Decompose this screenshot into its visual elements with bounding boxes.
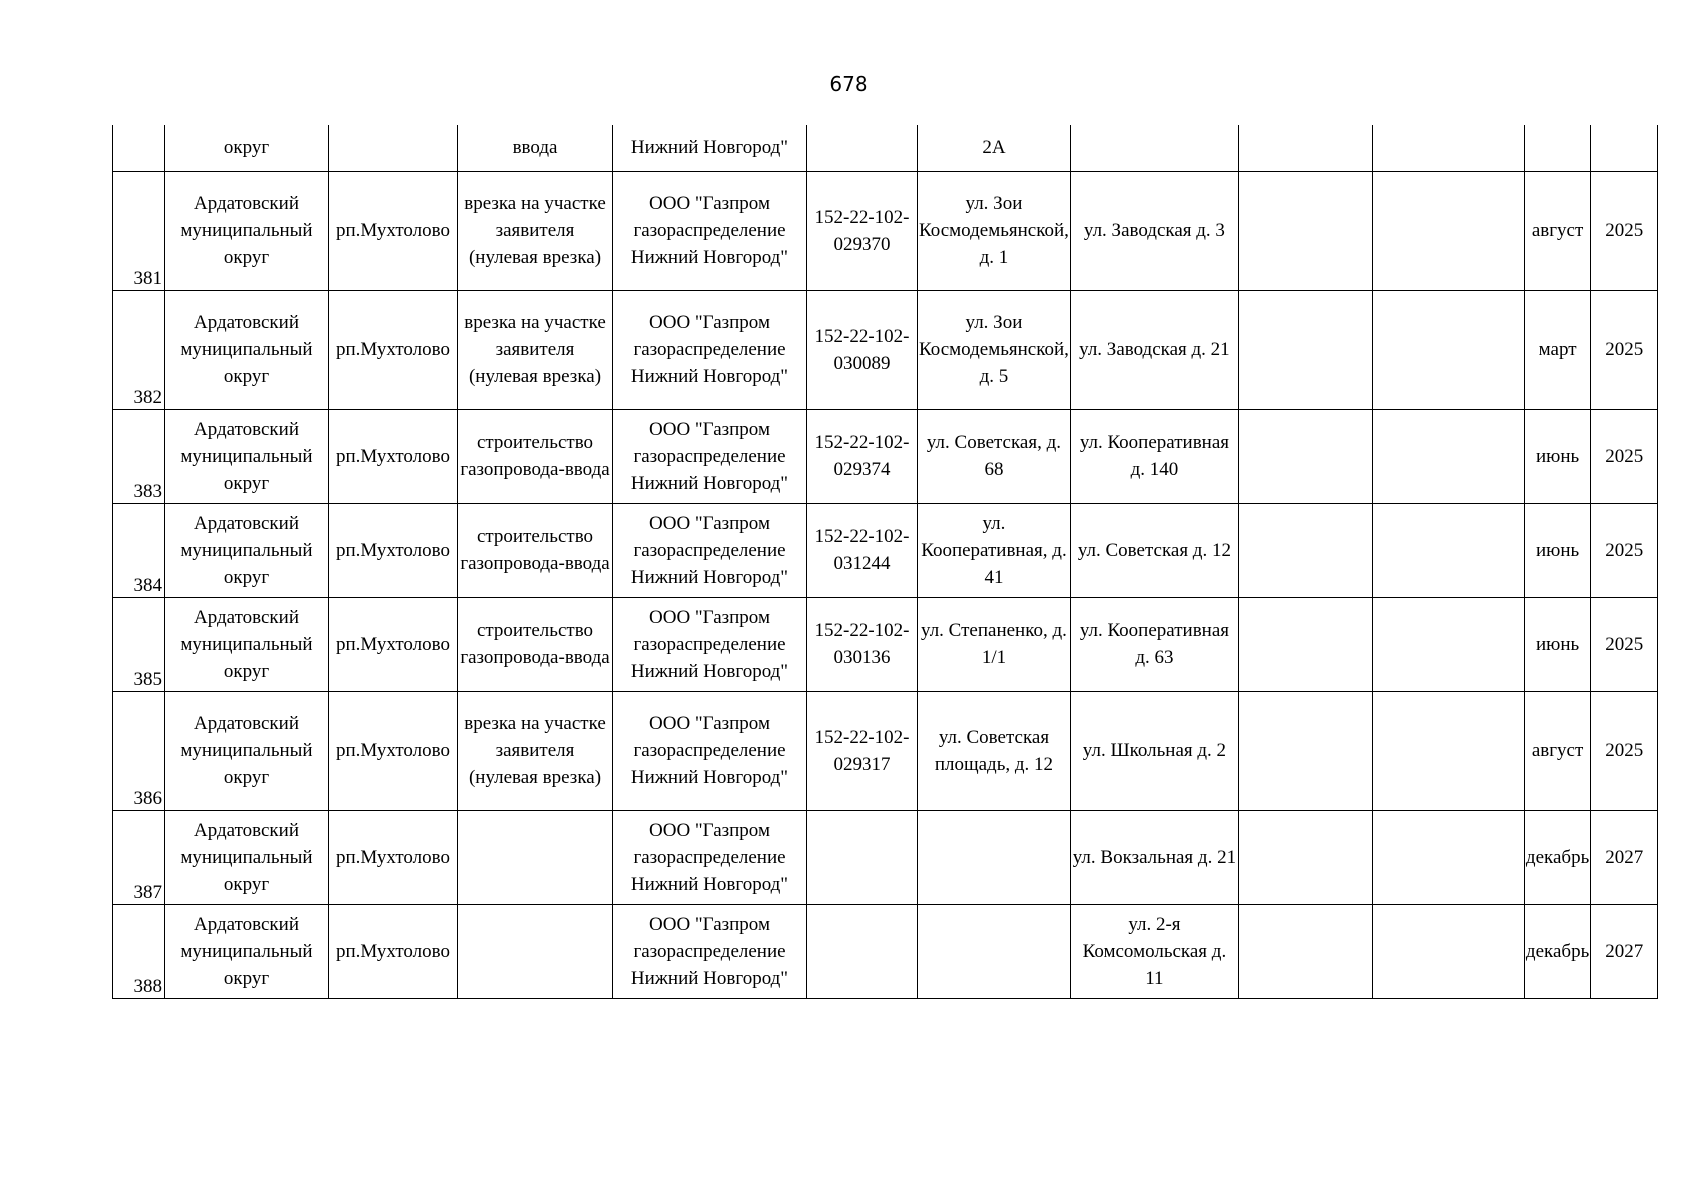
empty-cell <box>1238 125 1372 171</box>
empty-cell <box>1372 171 1524 290</box>
year-cell: 2025 <box>1591 409 1658 503</box>
row-number: 385 <box>113 597 165 691</box>
district-cell: Ардатовский муниципальный округ <box>165 810 329 904</box>
source-address-cell: 2А <box>918 125 1071 171</box>
target-address-cell: ул. Заводская д. 21 <box>1070 290 1238 409</box>
table-row <box>113 597 1658 691</box>
empty-cell <box>1238 691 1372 810</box>
organization-cell: Нижний Новгород" <box>613 125 807 171</box>
work-type-cell: строительство газопровода-ввода <box>458 597 613 691</box>
month-cell: декабрь <box>1524 810 1590 904</box>
year-cell: 2027 <box>1591 810 1658 904</box>
organization-cell: ООО "Газпром газораспределение Нижний Новгород" <box>613 597 807 691</box>
settlement-cell: рп.Мухтолово <box>329 597 458 691</box>
month-cell: август <box>1524 171 1590 290</box>
row-number: 388 <box>113 904 165 998</box>
settlement-cell: рп.Мухтолово <box>329 503 458 597</box>
source-address-cell: ул. Советская площадь, д. 12 <box>918 691 1071 810</box>
empty-cell <box>1238 503 1372 597</box>
district-cell: Ардатовский муниципальный округ <box>165 503 329 597</box>
year-cell: 2027 <box>1591 904 1658 998</box>
empty-cell <box>1238 904 1372 998</box>
empty-cell <box>1238 597 1372 691</box>
empty-cell <box>1372 290 1524 409</box>
code-cell: 152-22-102-029317 <box>807 691 918 810</box>
code-cell <box>807 810 918 904</box>
page-number: 678 <box>829 72 868 96</box>
settlement-cell: рп.Мухтолово <box>329 810 458 904</box>
code-cell <box>807 125 918 171</box>
year-cell: 2025 <box>1591 290 1658 409</box>
work-type-cell: строительство газопровода-ввода <box>458 503 613 597</box>
empty-cell <box>1372 691 1524 810</box>
table-row <box>113 810 1658 904</box>
empty-cell <box>1372 125 1524 171</box>
month-cell: июнь <box>1524 409 1590 503</box>
row-number: 383 <box>113 409 165 503</box>
work-type-cell <box>458 904 613 998</box>
settlement-cell: рп.Мухтолово <box>329 691 458 810</box>
organization-cell: ООО "Газпром газораспределение Нижний Новгород" <box>613 904 807 998</box>
code-cell: 152-22-102-029370 <box>807 171 918 290</box>
district-cell: Ардатовский муниципальный округ <box>165 904 329 998</box>
empty-cell <box>1238 290 1372 409</box>
district-cell: Ардатовский муниципальный округ <box>165 409 329 503</box>
organization-cell: ООО "Газпром газораспределение Нижний Новгород" <box>613 503 807 597</box>
source-address-cell: ул. Зои Космодемьянской, д. 1 <box>918 171 1071 290</box>
row-number: 382 <box>113 290 165 409</box>
work-type-cell: врезка на участке заявителя (нулевая врезка) <box>458 290 613 409</box>
empty-cell <box>1372 409 1524 503</box>
organization-cell: ООО "Газпром газораспределение Нижний Новгород" <box>613 810 807 904</box>
settlement-cell: рп.Мухтолово <box>329 171 458 290</box>
month-cell: декабрь <box>1524 904 1590 998</box>
code-cell: 152-22-102-030089 <box>807 290 918 409</box>
code-cell: 152-22-102-031244 <box>807 503 918 597</box>
target-address-cell: ул. Кооперативная д. 63 <box>1070 597 1238 691</box>
source-address-cell: ул. Зои Космодемьянской, д. 5 <box>918 290 1071 409</box>
month-cell: март <box>1524 290 1590 409</box>
empty-cell <box>1372 904 1524 998</box>
row-number <box>113 125 165 171</box>
empty-cell <box>1372 810 1524 904</box>
year-cell: 2025 <box>1591 503 1658 597</box>
settlement-cell: рп.Мухтолово <box>329 290 458 409</box>
year-cell: 2025 <box>1591 691 1658 810</box>
code-cell: 152-22-102-029374 <box>807 409 918 503</box>
table-row <box>113 171 1658 290</box>
target-address-cell: ул. Заводская д. 3 <box>1070 171 1238 290</box>
table-row <box>113 503 1658 597</box>
settlement-cell: рп.Мухтолово <box>329 409 458 503</box>
organization-cell: ООО "Газпром газораспределение Нижний Новгород" <box>613 691 807 810</box>
table-row <box>113 691 1658 810</box>
table-row <box>113 125 1658 171</box>
month-cell <box>1524 125 1590 171</box>
district-cell: Ардатовский муниципальный округ <box>165 597 329 691</box>
row-number: 384 <box>113 503 165 597</box>
empty-cell <box>1372 597 1524 691</box>
source-address-cell: ул. Советская, д. 68 <box>918 409 1071 503</box>
target-address-cell: ул. Кооперативная д. 140 <box>1070 409 1238 503</box>
month-cell: август <box>1524 691 1590 810</box>
data-table <box>112 125 1658 999</box>
year-cell <box>1591 125 1658 171</box>
work-type-cell: врезка на участке заявителя (нулевая врезка) <box>458 171 613 290</box>
organization-cell: ООО "Газпром газораспределение Нижний Новгород" <box>613 290 807 409</box>
row-number: 381 <box>113 171 165 290</box>
table-row <box>113 409 1658 503</box>
row-number: 386 <box>113 691 165 810</box>
work-type-cell <box>458 810 613 904</box>
source-address-cell <box>918 904 1071 998</box>
target-address-cell: ул. Вокзальная д. 21 <box>1070 810 1238 904</box>
settlement-cell <box>329 125 458 171</box>
work-type-cell: врезка на участке заявителя (нулевая врезка) <box>458 691 613 810</box>
district-cell: Ардатовский муниципальный округ <box>165 691 329 810</box>
target-address-cell: ул. 2-я Комсомольская д. 11 <box>1070 904 1238 998</box>
organization-cell: ООО "Газпром газораспределение Нижний Новгород" <box>613 171 807 290</box>
work-type-cell: строительство газопровода-ввода <box>458 409 613 503</box>
district-cell: округ <box>165 125 329 171</box>
target-address-cell: ул. Советская д. 12 <box>1070 503 1238 597</box>
empty-cell <box>1238 171 1372 290</box>
code-cell <box>807 904 918 998</box>
district-cell: Ардатовский муниципальный округ <box>165 290 329 409</box>
settlement-cell: рп.Мухтолово <box>329 904 458 998</box>
table-row <box>113 290 1658 409</box>
target-address-cell <box>1070 125 1238 171</box>
organization-cell: ООО "Газпром газораспределение Нижний Новгород" <box>613 409 807 503</box>
target-address-cell: ул. Школьная д. 2 <box>1070 691 1238 810</box>
empty-cell <box>1372 503 1524 597</box>
year-cell: 2025 <box>1591 171 1658 290</box>
month-cell: июнь <box>1524 597 1590 691</box>
source-address-cell <box>918 810 1071 904</box>
district-cell: Ардатовский муниципальный округ <box>165 171 329 290</box>
table-row <box>113 904 1658 998</box>
work-type-cell: ввода <box>458 125 613 171</box>
row-number: 387 <box>113 810 165 904</box>
month-cell: июнь <box>1524 503 1590 597</box>
empty-cell <box>1238 409 1372 503</box>
source-address-cell: ул. Кооперативная, д. 41 <box>918 503 1071 597</box>
code-cell: 152-22-102-030136 <box>807 597 918 691</box>
year-cell: 2025 <box>1591 597 1658 691</box>
empty-cell <box>1238 810 1372 904</box>
source-address-cell: ул. Степаненко, д. 1/1 <box>918 597 1071 691</box>
